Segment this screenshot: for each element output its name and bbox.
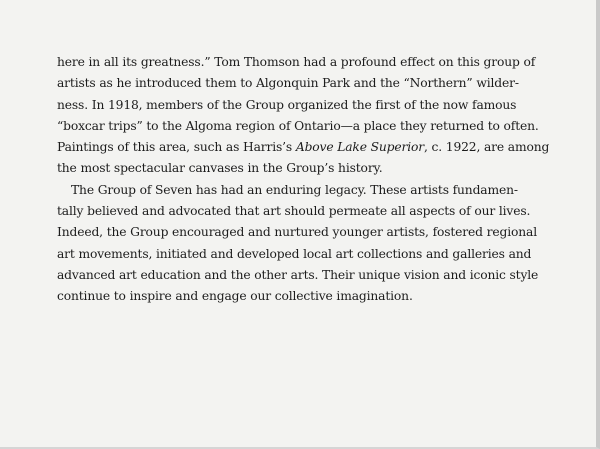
text-line: The Group of Seven has had an enduring legacy. These artists fundamen-: [71, 182, 518, 197]
text-line: ness. In 1918, members of the Group organized the first of the now famous: [57, 97, 517, 112]
text-line: continue to inspire and engage our collective imagination.: [57, 289, 413, 304]
text-line: the most spectacular canvases in the Group’s history.: [57, 161, 383, 176]
text-segment: , c. 1922, are among: [424, 140, 550, 155]
body-text: [57, 52, 553, 308]
text-line: artists as he introduced them to Algonquin Park and the “Northern” wilder-: [57, 76, 519, 91]
text-line: [57, 137, 553, 158]
paragraph: [57, 180, 553, 308]
text-line: advanced art education and the other arts. Their unique vision and iconic style: [57, 267, 539, 282]
text-line: Indeed, the Group encouraged and nurtured younger artists, fostered regional: [57, 225, 537, 240]
text-segment: Paintings of this area, such as Harris’s: [57, 140, 296, 155]
painting-title: Above Lake Superior: [295, 140, 425, 155]
text-line: tally believed and advocated that art should permeate all aspects of our lives.: [57, 204, 531, 219]
text-line: here in all its greatness.” Tom Thomson had a profound effect on this group of: [57, 55, 536, 69]
text-line: “boxcar trips” to the Algoma region of Ontario—a place they returned to often.: [57, 118, 539, 133]
text-line: art movements, initiated and developed local art collections and galleries and: [57, 246, 532, 261]
paragraph: [57, 52, 553, 180]
